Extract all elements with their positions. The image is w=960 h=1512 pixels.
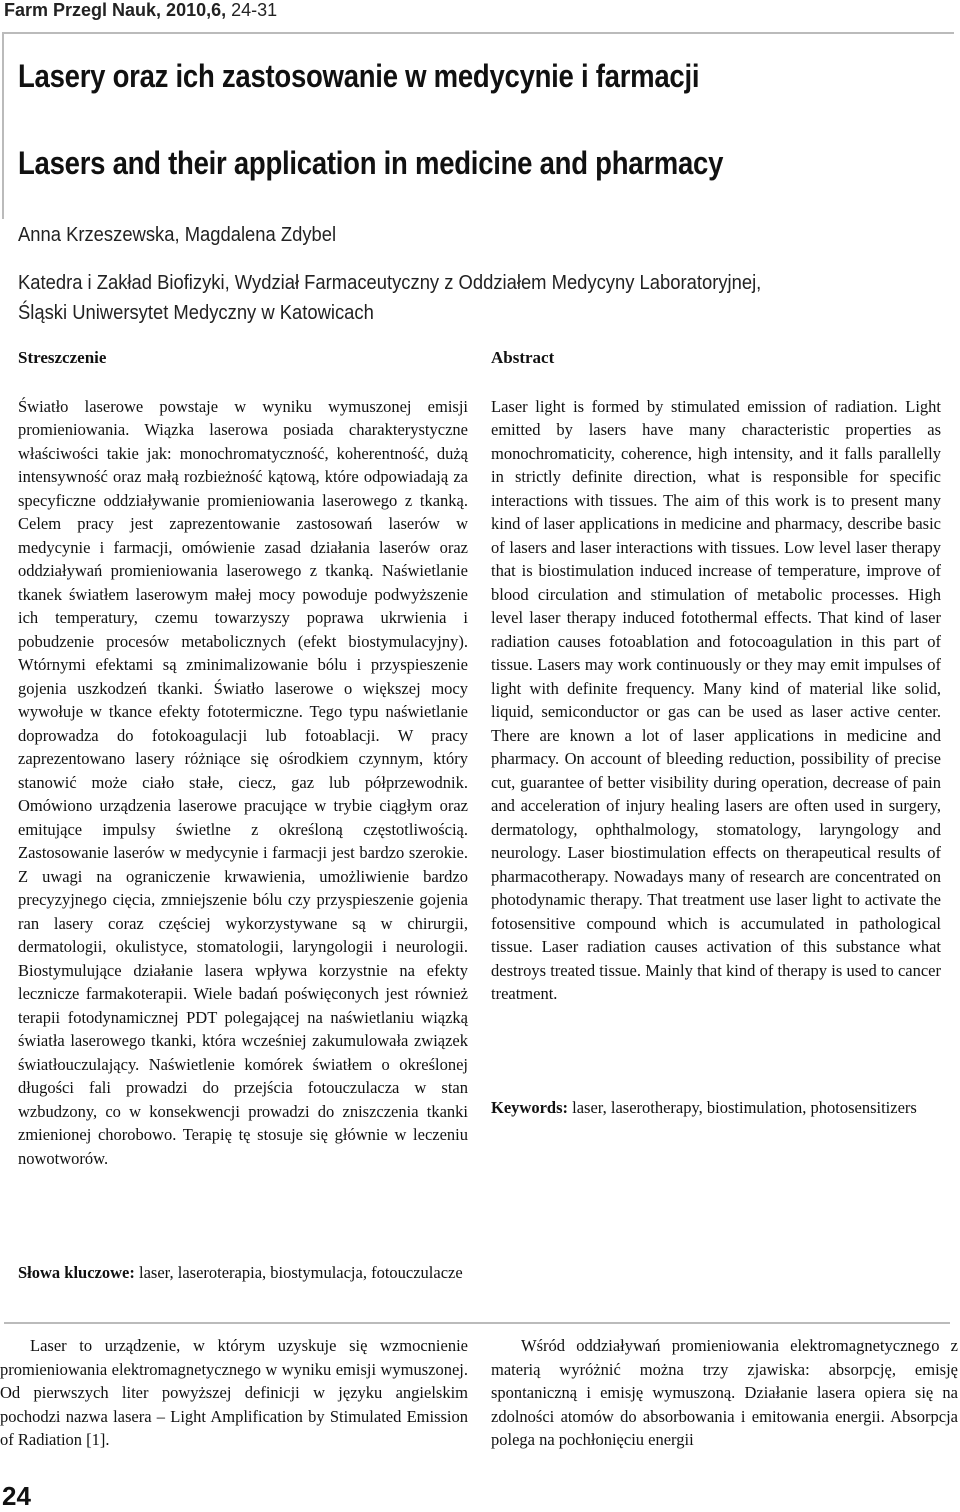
authors: Anna Krzeszewska, Magdalena Zdybel xyxy=(18,224,337,246)
keywords-english xyxy=(491,1096,941,1120)
keywords-english-text: laser, laserotherapy, biostimulation, photosensitizers xyxy=(568,1098,917,1117)
page-number: 24 xyxy=(2,1481,31,1511)
affiliation-line-1: Katedra i Zakład Biofizyki, Wydział Farmaceutyczny z Oddziałem Medycyny Laboratoryjnej, xyxy=(18,272,762,294)
body-text-right: Wśród oddziaływań promieniowania elektromagnetycznego z materią wyróżnić można trzy zjawiska: absorpcję, emisję spontaniczną i emisję wymuszoną. Działanie lasera opiera się na zdolności atomów do absorbowania i emitowania energii. Absorpcja polega na pochłonięciu energii xyxy=(491,1336,958,1449)
affiliation-line-2: Śląski Uniwersytet Medyczny w Katowicach xyxy=(18,302,374,324)
abstract-heading: Abstract xyxy=(491,348,555,367)
streszczenie-heading: Streszczenie xyxy=(18,348,107,367)
abstract-text: Laser light is formed by stimulated emission of radiation. Light emitted by lasers have many characteristic properties as monochromaticity, coherence, high intensity, and it falls parallelly in strictly definite direction, what is responsible for specific interactions with tissues. The aim of this work is to present many kind of laser applications in medicine and pharmacy, describe basic of lasers and laser interactions with tissues. Low level laser therapy that is biostimulation induced increase of temperature, improve of blood circulation and stimulation of metabolic processes. High level laser therapy induced fotothermal effects. That kind of laser radiation causes fotoablation and fotocoagulation in this part of tissue. Lasers may work continuously or they may emit impulses of light with definite frequency. Many kind of material like solid, liquid, semiconductor or gas can be used as laser active center. There are known a lot of laser applications in medicine and pharmacy. On account of bleeding reduction, possibility of precise cut, guarantee of better visibility during operation, decrease of pain and acceleration of injury healing lasers are often used in surgery, dermatology, ophthalmology, stomatology, laryngology and neurology. Laser biostimulation effects on therapeutical results of pharmacotherapy. Nowadays many of research are concentrated on photodynamic therapy. That treatment use laser light to activate the fotosensitive compound which is accumulated in pathological tissue. Laser radiation causes activation of this substance what destroys treated tissue. Mainly that kind of therapy is used to cancer treatment. xyxy=(491,396,941,1003)
title-english: Lasers and their application in medicine and pharmacy xyxy=(18,145,724,181)
section-divider xyxy=(4,1322,950,1324)
body-text-left: Laser to urządzenie, w którym uzyskuje się wzmocnienie promieniowania elektromagnetycznego w wyniku emisji wymuszonej. Od pierwszych liter powyższej definicji w języku angielskim pochodzi nazwa lasera – Light Amplification by Stimulated Emission of Radiation [1]. xyxy=(0,1336,468,1449)
title-polish: Lasery oraz ich zastosowanie w medycynie i farmacji xyxy=(18,58,700,94)
affiliation xyxy=(18,268,761,328)
keywords-polish-text: laser, laseroterapia, biostymulacja, fotouczulacze xyxy=(134,1263,463,1282)
keywords-english-label: Keywords: xyxy=(491,1098,568,1117)
keywords-polish-label: Słowa kluczowe: xyxy=(18,1263,135,1282)
journal-name: Farm Przegl Nauk, 2010,6, xyxy=(4,0,227,20)
streszczenie-section xyxy=(18,346,468,1170)
journal-pages: 24-31 xyxy=(231,0,278,20)
abstract-section xyxy=(491,346,941,1006)
streszczenie-text: Światło laserowe powstaje w wyniku wymuszonej emisji promieniowania. Wiązka laserowa posiada charakterystyczne właściwości takie jak: monochromatyczność, koherentność, dużą intensywność oraz małą rozbieżność kątową, które odpowiadają za specyficzne oddziaływanie promieniowania laserowego z tkanką. Celem pracy jest zaprezentowanie zastosowań laserów w medycynie i farmacji, omówienie zasad działania laserów oraz oddziaływań promieniowania laserowego z tkanką. Naświetlanie tkanek światłem laserowym małej mocy powoduje podwyższenie ich temperatury, czemu towarzyszy poprawa ukrwienia i pobudzenie procesów metabolicznych (efekt biostymulacyjny). Wtórnymi efektami są zminimalizowanie bólu i przyspieszenie gojenia uszkodzeń tkanki. Światło laserowe o większej mocy wywołuje w tkance efekty fototermiczne. Tego typu naświetlanie doprowadza do fotokoagulacji lub fotoablacji. W pracy zaprezentowano lasery różniące się ośrodkiem czynnym, który stanowić może ciało stałe, ciecz, gaz lub półprzewodnik. Omówiono urządzenia laserowe pracujące w trybie ciągłym oraz emitujące impulsy świetlne z określoną częstotliwością. Zastosowanie laserów w medycynie i farmacji jest bardzo szerokie. Z uwagi na ograniczenie krwawienia, umożliwienie bardzo precyzyjnego cięcia, zmniejszenie bólu czy przyspieszenie gojenia ran lasery coraz częściej wykorzystywane są w chirurgii, dermatologii, okulistyce, stomatologii, laryngologii i neurologii. Biostymulujące działanie lasera wpływa korzystnie na efekty lecznicze farmakoterapii. Wiele badań poświęconych jest również terapii fotodynamicznej PDT polegającej na naświetlaniu wiązką światła laserowego tkanki, która wcześniej zakumulowała związek światłouczulający. Naświetlenie komórek światłem o określonej długości fali prowadzi do przejścia fotouczulacza w stan wzbudzony, co w konsekwencji prowadzi do zniszczenia tkanki zmienionej chorobowo. Terapię tę stosuje się głównie w leczeniu nowotworów. xyxy=(18,396,468,1168)
keywords-polish xyxy=(18,1261,468,1285)
journal-reference xyxy=(4,0,277,21)
